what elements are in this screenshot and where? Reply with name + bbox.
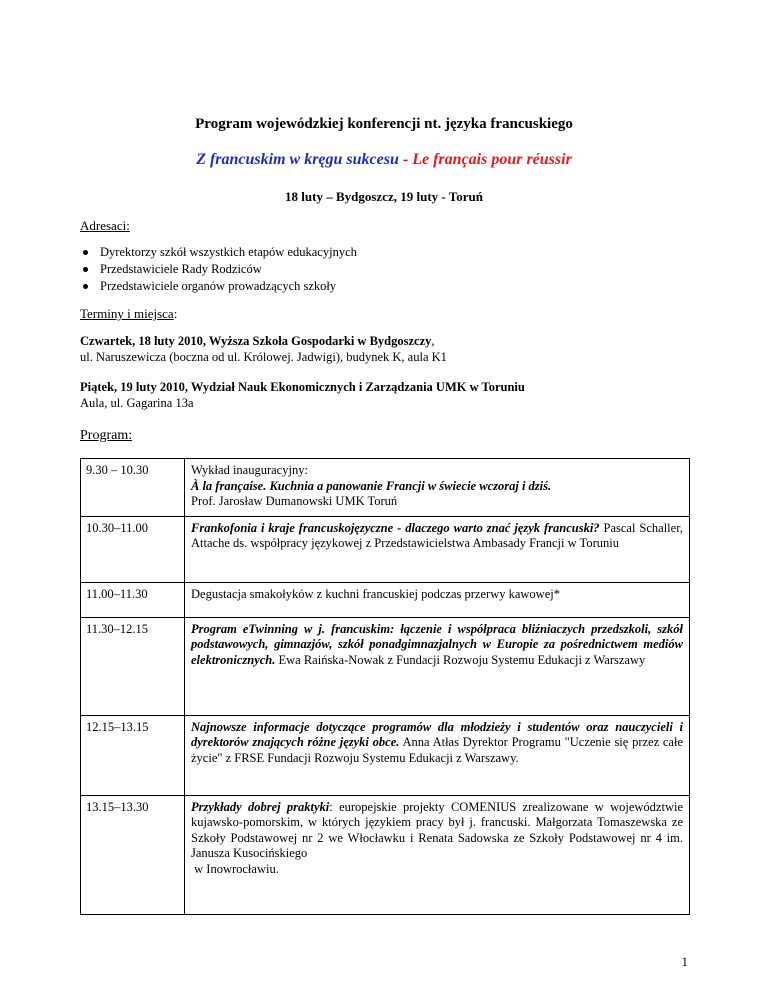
table-row: [81, 459, 690, 517]
session-title: Przykłady dobrej praktyki: [191, 799, 330, 814]
table-row: [81, 617, 690, 715]
venue-torun-address: Aula, ul. Gagarina 13a: [80, 396, 194, 410]
subtitle-separator: -: [398, 151, 413, 168]
venue-bydgoszcz-heading: Czwartek, 18 luty 2010, Wyższa Szkoła Gospodarki w Bydgoszczy: [80, 334, 432, 348]
venues-label: Terminy i miejsca:: [80, 306, 178, 321]
session-time: 12.15–13.15: [81, 715, 185, 795]
table-row: [81, 715, 690, 795]
addressees-list: [80, 244, 357, 295]
session-title: Frankofonia i kraje francuskojęzyczne - dlaczego warto znać język francuski?: [191, 520, 600, 535]
session-description: Frankofonia i kraje francuskojęzyczne - dlaczego warto znać język francuski? Pascal Schaller, Attache ds. współpracy językowej z Przedstawicielstwa Ambasady Francji w Toruniu: [185, 516, 690, 582]
venue-bydgoszcz: Czwartek, 18 luty 2010, Wyższa Szkoła Gospodarki w Bydgoszczy, ul. Naruszewicza (boczna od ul. Królowej. Jadwigi), budynek K, aula K1: [80, 334, 447, 364]
list-item: Dyrektorzy szkół wszystkich etapów edukacyjnych: [80, 244, 357, 261]
venue-bydgoszcz-address: ul. Naruszewicza (boczna od ul. Królowej. Jadwigi), budynek K, aula K1: [80, 350, 447, 364]
session-time: 10.30–11.00: [81, 516, 185, 582]
session-title: À la française. Kuchnia a panowanie Francji w świecie wczoraj i dziś.: [191, 478, 552, 493]
table-row: [81, 516, 690, 582]
session-time: 11.00–11.30: [81, 582, 185, 617]
session-time: 11.30–12.15: [81, 617, 185, 715]
bullet-icon: [83, 250, 88, 255]
session-description: Wykład inauguracyjny: À la française. Kuchnia a panowanie Francji w świecie wczoraj i dziś. Prof. Jarosław Dumanowski UMK Toruń: [185, 459, 690, 517]
subtitle-polish: Z francuskim w kręgu sukcesu: [196, 151, 399, 168]
conference-subtitle: [0, 150, 768, 170]
page-number: 1: [681, 954, 688, 969]
session-description: Degustacja smakołyków z kuchni francuskiej podczas przerwy kawowej*: [185, 582, 690, 617]
page-title: Program wojewódzkiej konferencji nt. języka francuskiego: [195, 116, 573, 132]
addressees-label: Adresaci:: [80, 218, 130, 233]
bullet-icon: [83, 284, 88, 289]
table-row: [81, 795, 690, 914]
list-item: Przedstawiciele organów prowadzących szkoły: [80, 278, 357, 295]
session-description: Przykłady dobrej praktyki: europejskie projekty COMENIUS zrealizowane w województwie kujawsko-pomorskim, w których językiem pracy był j. francuski. Małgorzata Tomaszewska ze Szkoły Podstawowej nr 2 we Włocławku i Renata Sadowska ze Szkoły Podstawowej nr 4 im. Janusza Kusocińskiego w Inowrocławiu.: [185, 795, 690, 914]
program-label: Program:: [80, 428, 133, 443]
session-title: Najnowsze informacje dotyczące programów dla młodzieży i studentów oraz nauczycieli i dyrektorów znających różne języki obce.: [191, 719, 683, 749]
bullet-icon: [83, 267, 88, 272]
table-row: [81, 582, 690, 617]
session-time: 13.15–13.30: [81, 795, 185, 914]
program-table: [80, 458, 690, 915]
session-description: Program eTwinning w j. francuskim: łączenie i współpraca bliźniaczych przedszkoli, szkół podstawowych, gimnazjów, szkół ponadgimnazjalnych w Europie za pośrednictwem mediów elektronicznych. Ewa Raińska-Nowak z Fundacji Rozwoju Systemu Edukacji z Warszawy: [185, 617, 690, 715]
venue-torun: [80, 379, 525, 411]
list-item: Przedstawiciele Rady Rodziców: [80, 261, 357, 278]
subtitle-french: Le français pour réussir: [412, 151, 572, 168]
session-time: 9.30 – 10.30: [81, 459, 185, 517]
session-title: Program eTwinning w j. francuskim: łączenie i współpraca bliźniaczych przedszkoli, szkół podstawowych, gimnazjów, szkół ponadgimnazjalnych w Europie za pośrednictwem mediów elektronicznych.: [191, 621, 683, 667]
venue-torun-heading: Piątek, 19 luty 2010, Wydział Nauk Ekonomicznych i Zarządzania UMK w Toruniu: [80, 380, 525, 394]
session-description: Najnowsze informacje dotyczące programów dla młodzieży i studentów oraz nauczycieli i dyrektorów znających różne języki obce. Anna Atłas Dyrektor Programu "Uczenie się przez całe życie" z FRSE Fundacji Rozwoju Systemu Edukacji z Warszawy.: [185, 715, 690, 795]
conference-dates: 18 luty – Bydgoszcz, 19 luty - Toruń: [285, 189, 483, 204]
